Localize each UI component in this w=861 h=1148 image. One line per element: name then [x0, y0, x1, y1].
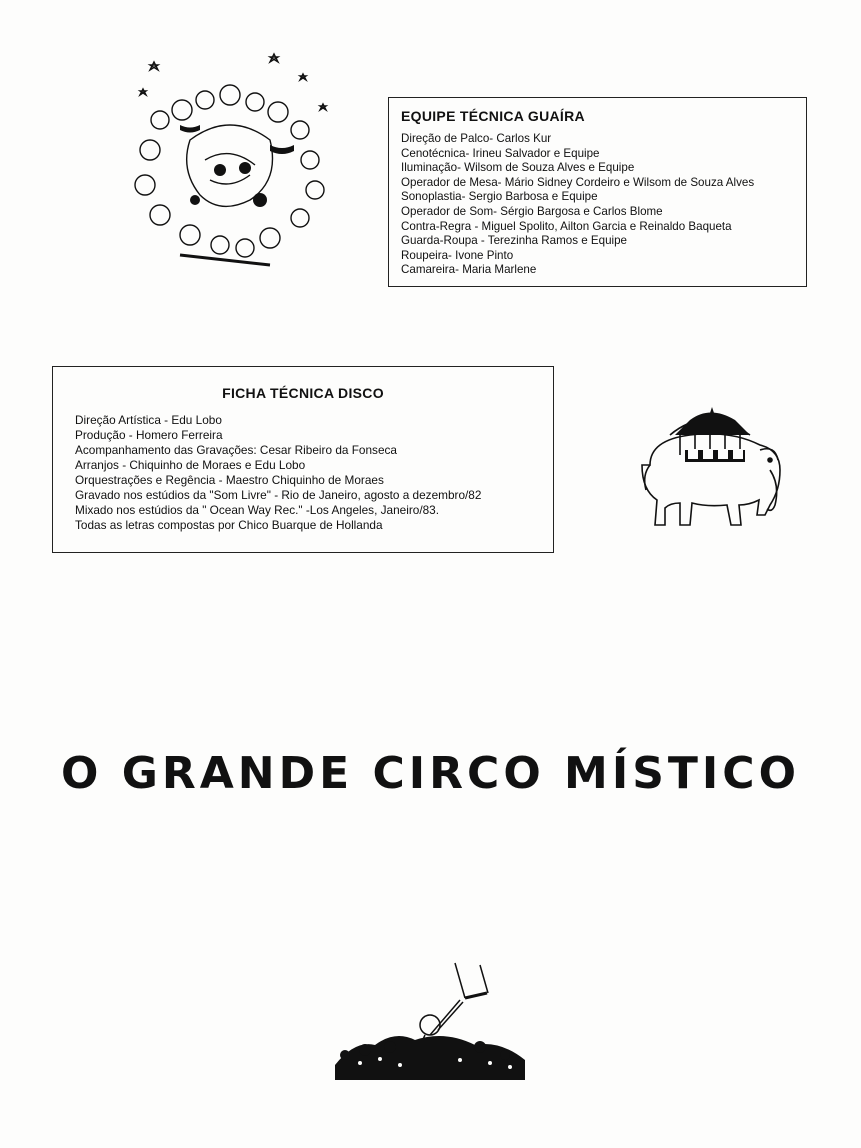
ficha-tecnica-list [75, 413, 531, 533]
credit-line: Gravado nos estúdios da "Som Livre" - Rio de Janeiro, agosto a dezembro/82 [75, 488, 482, 502]
credit-line: Direção de Palco- Carlos Kur [401, 132, 552, 145]
credit-line: Sonoplastia- Sergio Barbosa e Equipe [401, 190, 598, 204]
credit-line: Guarda-Roupa - Terezinha Ramos e Equipe [401, 234, 627, 248]
credit-line: Operador de Mesa- Mário Sidney Cordeiro e Wilsom de Souza Alves [401, 175, 755, 189]
equipe-tecnica-box [388, 97, 807, 287]
equipe-tecnica-list [401, 132, 794, 278]
elephant-circus-icon [630, 405, 790, 530]
equipe-tecnica-title: EQUIPE TÉCNICA GUAÍRA [401, 108, 585, 124]
credit-line: Iluminação- Wilsom de Souza Alves e Equipe [401, 161, 635, 175]
main-title [0, 748, 861, 799]
credit-line: Arranjos - Chiquinho de Moraes e Edu Lobo [75, 458, 306, 472]
crowd-illustration-icon [120, 50, 335, 275]
credit-line: Operador de Som- Sérgio Bargosa e Carlos Blome [401, 204, 663, 218]
credit-line: Camareira- Maria Marlene [401, 263, 537, 277]
credit-line: Acompanhamento das Gravações: Cesar Ribeiro da Fonseca [75, 443, 397, 457]
credit-line: Roupeira- Ivone Pinto [401, 248, 514, 262]
credit-line: Mixado nos estúdios da " Ocean Way Rec." -Los Angeles, Janeiro/83. [75, 503, 440, 517]
credit-line: Contra-Regra - Miguel Spolito, Ailton Garcia e Reinaldo Baqueta [401, 219, 732, 233]
credit-line: Produção - Homero Ferreira [75, 428, 223, 442]
credit-line: Cenotécnica- Irineu Salvador e Equipe [401, 146, 600, 160]
credit-line: Todas as letras compostas por Chico Buarque de Hollanda [75, 518, 383, 532]
ficha-tecnica-box [52, 366, 554, 553]
main-title-text: O GRANDE CIRCO MÍSTICO [61, 748, 800, 799]
ficha-tecnica-title: FICHA TÉCNICA DISCO [222, 385, 384, 401]
credit-line: Orquestrações e Regência - Maestro Chiquinho de Moraes [75, 473, 384, 487]
trapeze-artist-icon [330, 955, 530, 1080]
credit-line: Direção Artística - Edu Lobo [75, 413, 222, 427]
